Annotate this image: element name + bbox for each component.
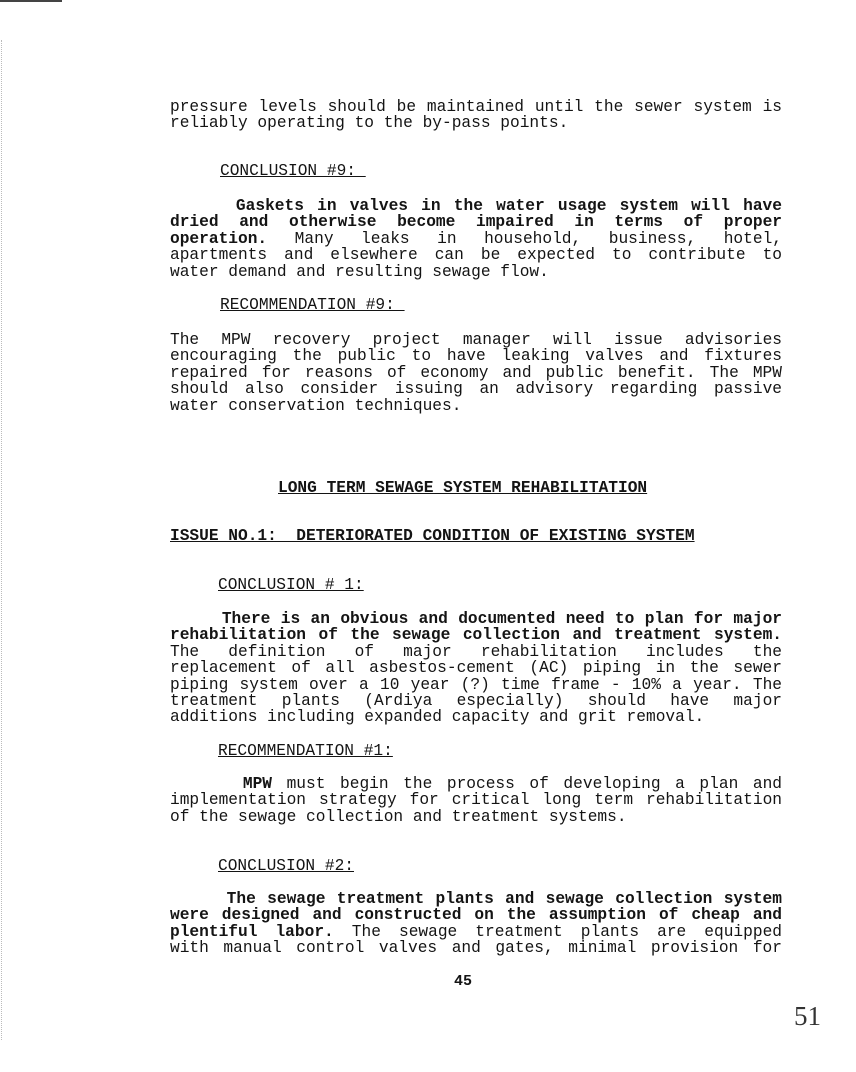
heading-conclusion-9: CONCLUSION #9: — [220, 162, 366, 180]
text-line — [170, 660, 782, 676]
text: replacement of all asbestos-cement (AC) piping in the sewer — [170, 659, 782, 678]
text-line — [170, 99, 782, 115]
text: treatment plants (Ardiya especially) should have major — [170, 691, 782, 710]
text: water conservation techniques. — [170, 396, 462, 415]
text: implementation strategy for critical long term rehabilitation — [170, 791, 782, 810]
paragraph-mpw-plan — [170, 776, 782, 825]
text: reliably operating to the by-pass points. — [170, 114, 569, 133]
text-line — [170, 115, 782, 131]
text-line — [170, 611, 782, 627]
text-line — [170, 940, 782, 956]
text-line — [170, 644, 782, 660]
text: should also consider issuing an advisory regarding passive — [170, 380, 782, 399]
text: Many leaks in household, business, hotel, — [267, 229, 782, 248]
text: additions including expanded capacity and grit removal. — [170, 708, 705, 727]
text-line — [170, 231, 782, 247]
text-line — [170, 891, 782, 907]
text-line — [170, 627, 782, 643]
text-line — [170, 198, 782, 214]
page-number: 45 — [454, 973, 473, 990]
bold-text: MPW — [242, 775, 273, 793]
paragraph-pressure — [170, 99, 782, 132]
text-line — [170, 247, 782, 263]
text-line — [170, 924, 782, 940]
text: piping system over a 10 year (?) time frame - 10% a year. The — [170, 675, 782, 694]
text: water demand and resulting sewage flow. — [170, 262, 549, 281]
heading-conclusion-1: CONCLUSION # 1: — [218, 576, 364, 594]
text-line — [170, 381, 782, 397]
text-line — [170, 365, 782, 381]
bold-text: operation. — [170, 229, 268, 248]
scan-left-edge — [1, 40, 3, 1040]
scan-edge-line — [0, 0, 62, 2]
bold-text: dried and otherwise become impaired in terms of proper — [170, 213, 782, 232]
text: The sewage treatment plants are equipped — [333, 922, 782, 941]
text: The MPW recovery project manager will issue advisories — [170, 331, 782, 349]
indent — [170, 775, 243, 793]
bold-text: were designed and constructed on the assumption of cheap and — [170, 906, 782, 925]
bold-text: rehabilitation of the sewage collection and treatment system. — [170, 626, 782, 645]
heading-issue-1: ISSUE NO.1: DETERIORATED CONDITION OF EXISTING SYSTEM — [170, 527, 695, 545]
indent — [170, 890, 227, 908]
text: The definition of major rehabilitation includes the — [170, 642, 782, 661]
text-line — [170, 214, 782, 230]
text-line — [170, 809, 782, 825]
heading-recommendation-1: RECOMMENDATION #1: — [218, 742, 393, 760]
text-line — [170, 907, 782, 923]
text: apartments and elsewhere can be expected to contribute to — [170, 246, 782, 265]
paragraph-cheap-labor — [170, 891, 782, 957]
text-line — [170, 677, 782, 693]
text-line — [170, 709, 782, 725]
text-line — [170, 332, 782, 348]
paragraph-gaskets — [170, 198, 782, 280]
text: repaired for reasons of economy and public benefit. The MPW — [170, 363, 782, 382]
text-line — [170, 348, 782, 364]
text: of the sewage collection and treatment systems. — [170, 807, 627, 826]
paragraph-obvious-need — [170, 611, 782, 726]
paragraph-advisories — [170, 332, 782, 414]
bold-text: plentiful labor. — [170, 922, 334, 941]
indent — [170, 197, 236, 215]
text-line — [170, 398, 782, 414]
text: with manual control valves and gates, minimal provision for — [170, 939, 782, 958]
section-title: LONG TERM SEWAGE SYSTEM REHABILITATION — [278, 479, 648, 497]
heading-conclusion-2: CONCLUSION #2: — [218, 857, 354, 875]
indent — [170, 610, 222, 628]
heading-recommendation-9: RECOMMENDATION #9: — [220, 296, 405, 314]
bold-text: There is an obvious and documented need to plan for major — [221, 610, 782, 628]
text-line — [170, 792, 782, 808]
text-line — [170, 776, 782, 792]
stamp-number: 51 — [794, 1001, 821, 1031]
text: must begin the process of developing a plan and — [272, 775, 782, 793]
text-line — [170, 264, 782, 280]
bold-text: The sewage treatment plants and sewage collection system — [226, 890, 782, 908]
bold-text: Gaskets in valves in the water usage system will have — [235, 197, 782, 215]
text-line — [170, 693, 782, 709]
text: encouraging the public to have leaking valves and fixtures — [170, 347, 782, 366]
text: pressure levels should be maintained until the sewer system is — [170, 98, 782, 116]
